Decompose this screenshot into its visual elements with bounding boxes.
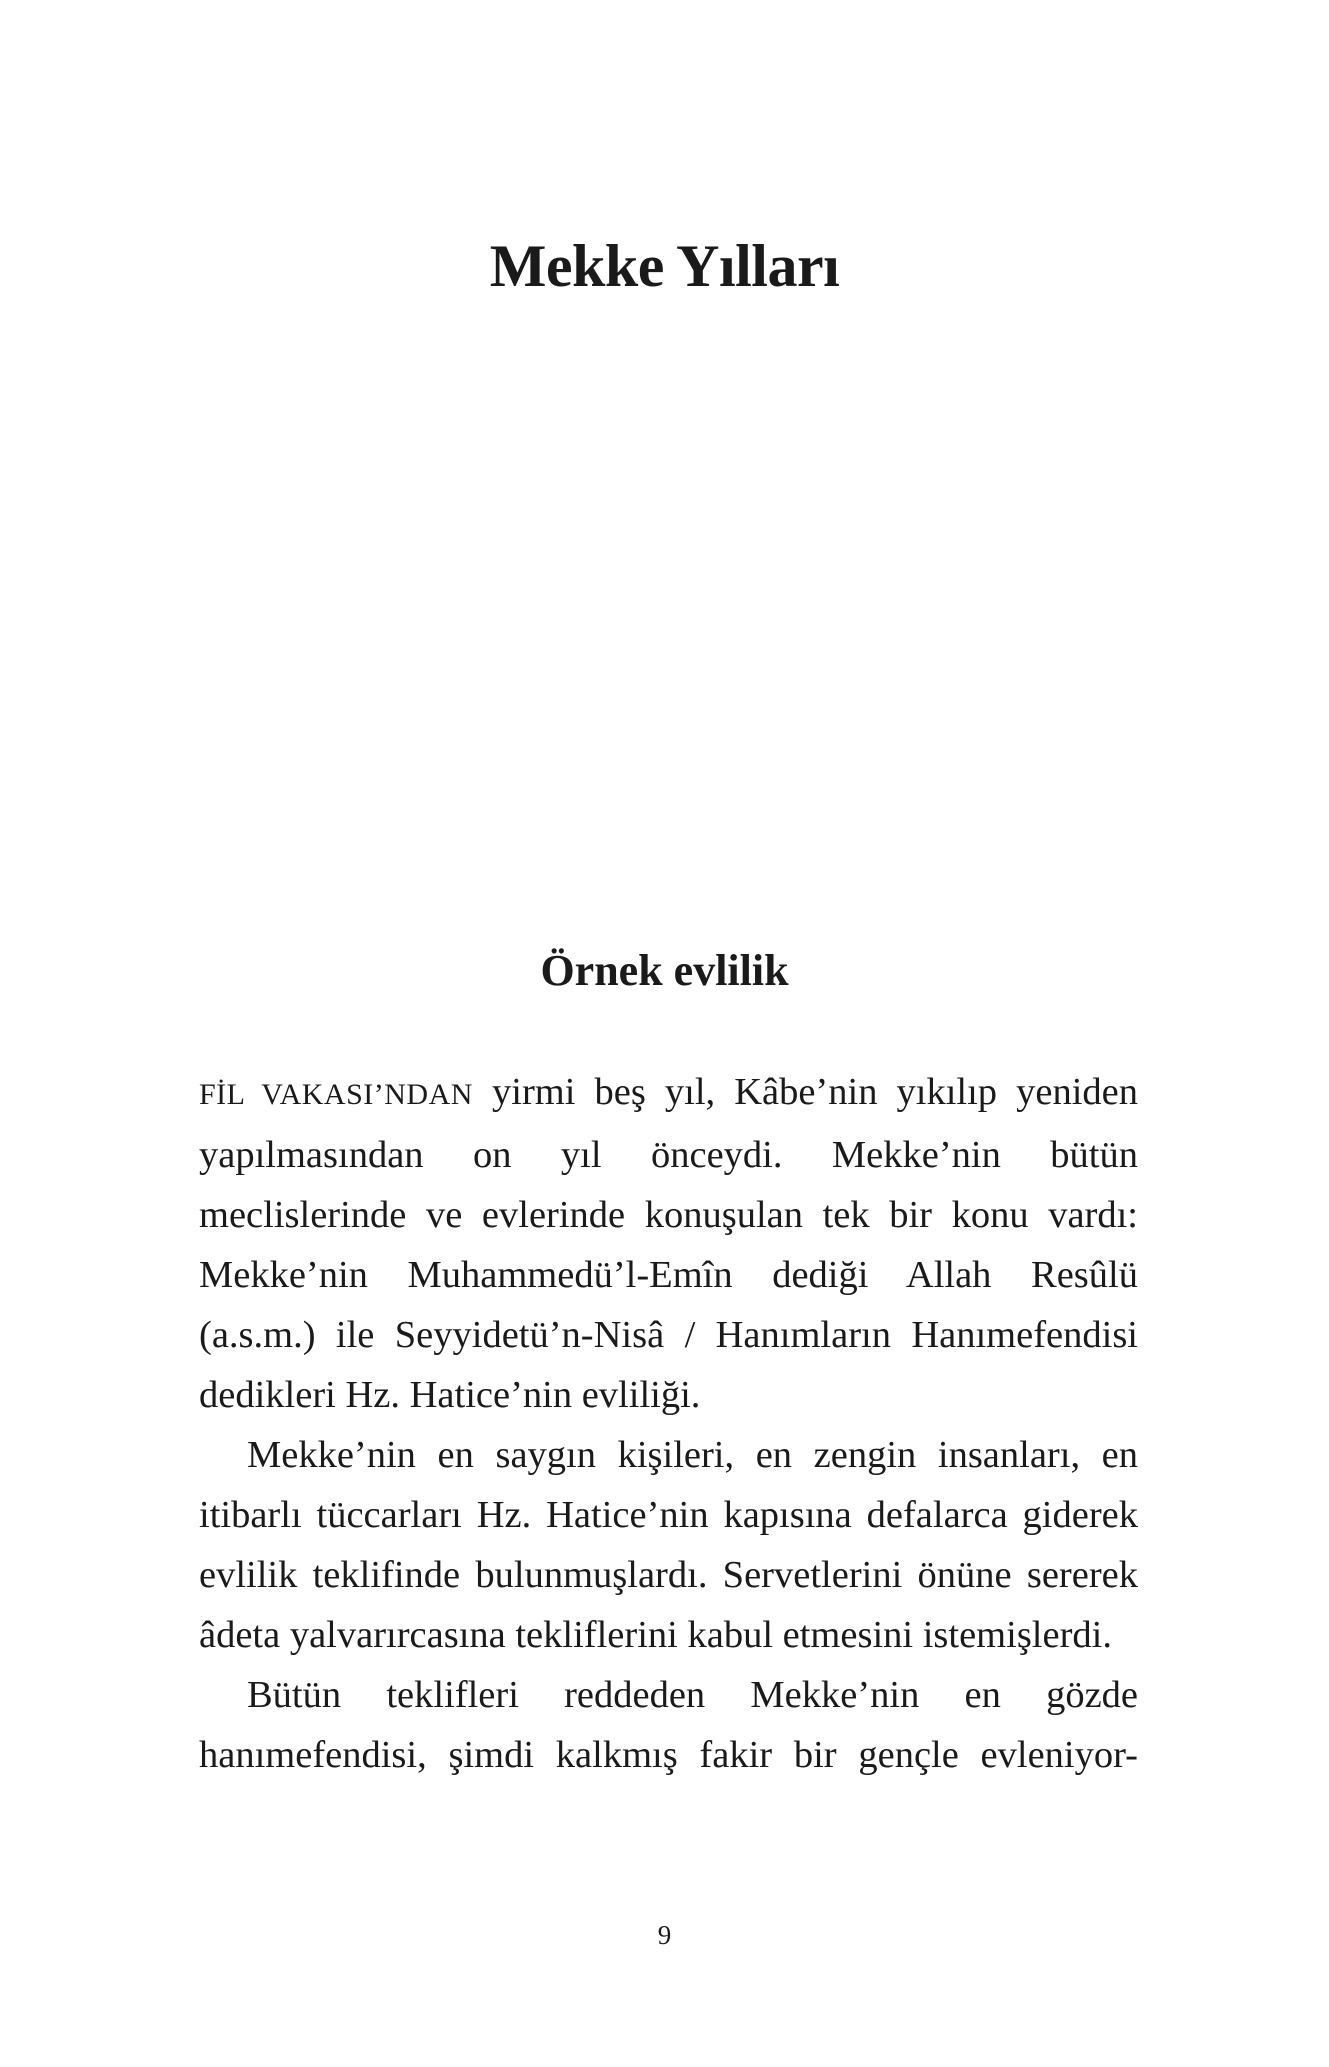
paragraph-1 [199, 1062, 1138, 1425]
paragraph-3: Bütün teklifleri reddeden Mekke’nin en gözde hanımefendisi, şimdi kalkmış fakir bir gençle evleniyor- [199, 1674, 1138, 1776]
paragraph-lead-caps: FİL VAKASI’NDAN [199, 1078, 473, 1111]
section-title: Örnek evlilik [540, 946, 789, 995]
paragraph-1-text: yirmi beş yıl, Kâbe’nin yıkılıp yeniden yapılmasından on yıl önceydi. Mekke’nin bütün meclislerinde ve evlerinde konuşulan tek bir konu vardı: Mekke’nin Muhammedü’l-Emîn dediği Allah Resûlü (a.s.m.) ile Seyyidetü’n-Nisâ / Hanımların Hanımefendisi dedikleri Hz. Hatice’nin evliliği. [199, 1071, 1139, 1416]
paragraph-2: Mekke’nin en saygın kişileri, en zengin insanları, en itibarlı tüccarları Hz. Hatice’nin kapısına defalarca giderek evlilik teklifinde bulunmuşlardı. Servetlerini önüne sererek âdeta yalvarırcasına tekliflerini kabul etmesini istemişlerdi. [199, 1434, 1138, 1656]
page-number: 9 [657, 1920, 672, 1950]
chapter-title: Mekke Yılları [489, 233, 840, 299]
body-text [199, 1062, 1138, 1785]
